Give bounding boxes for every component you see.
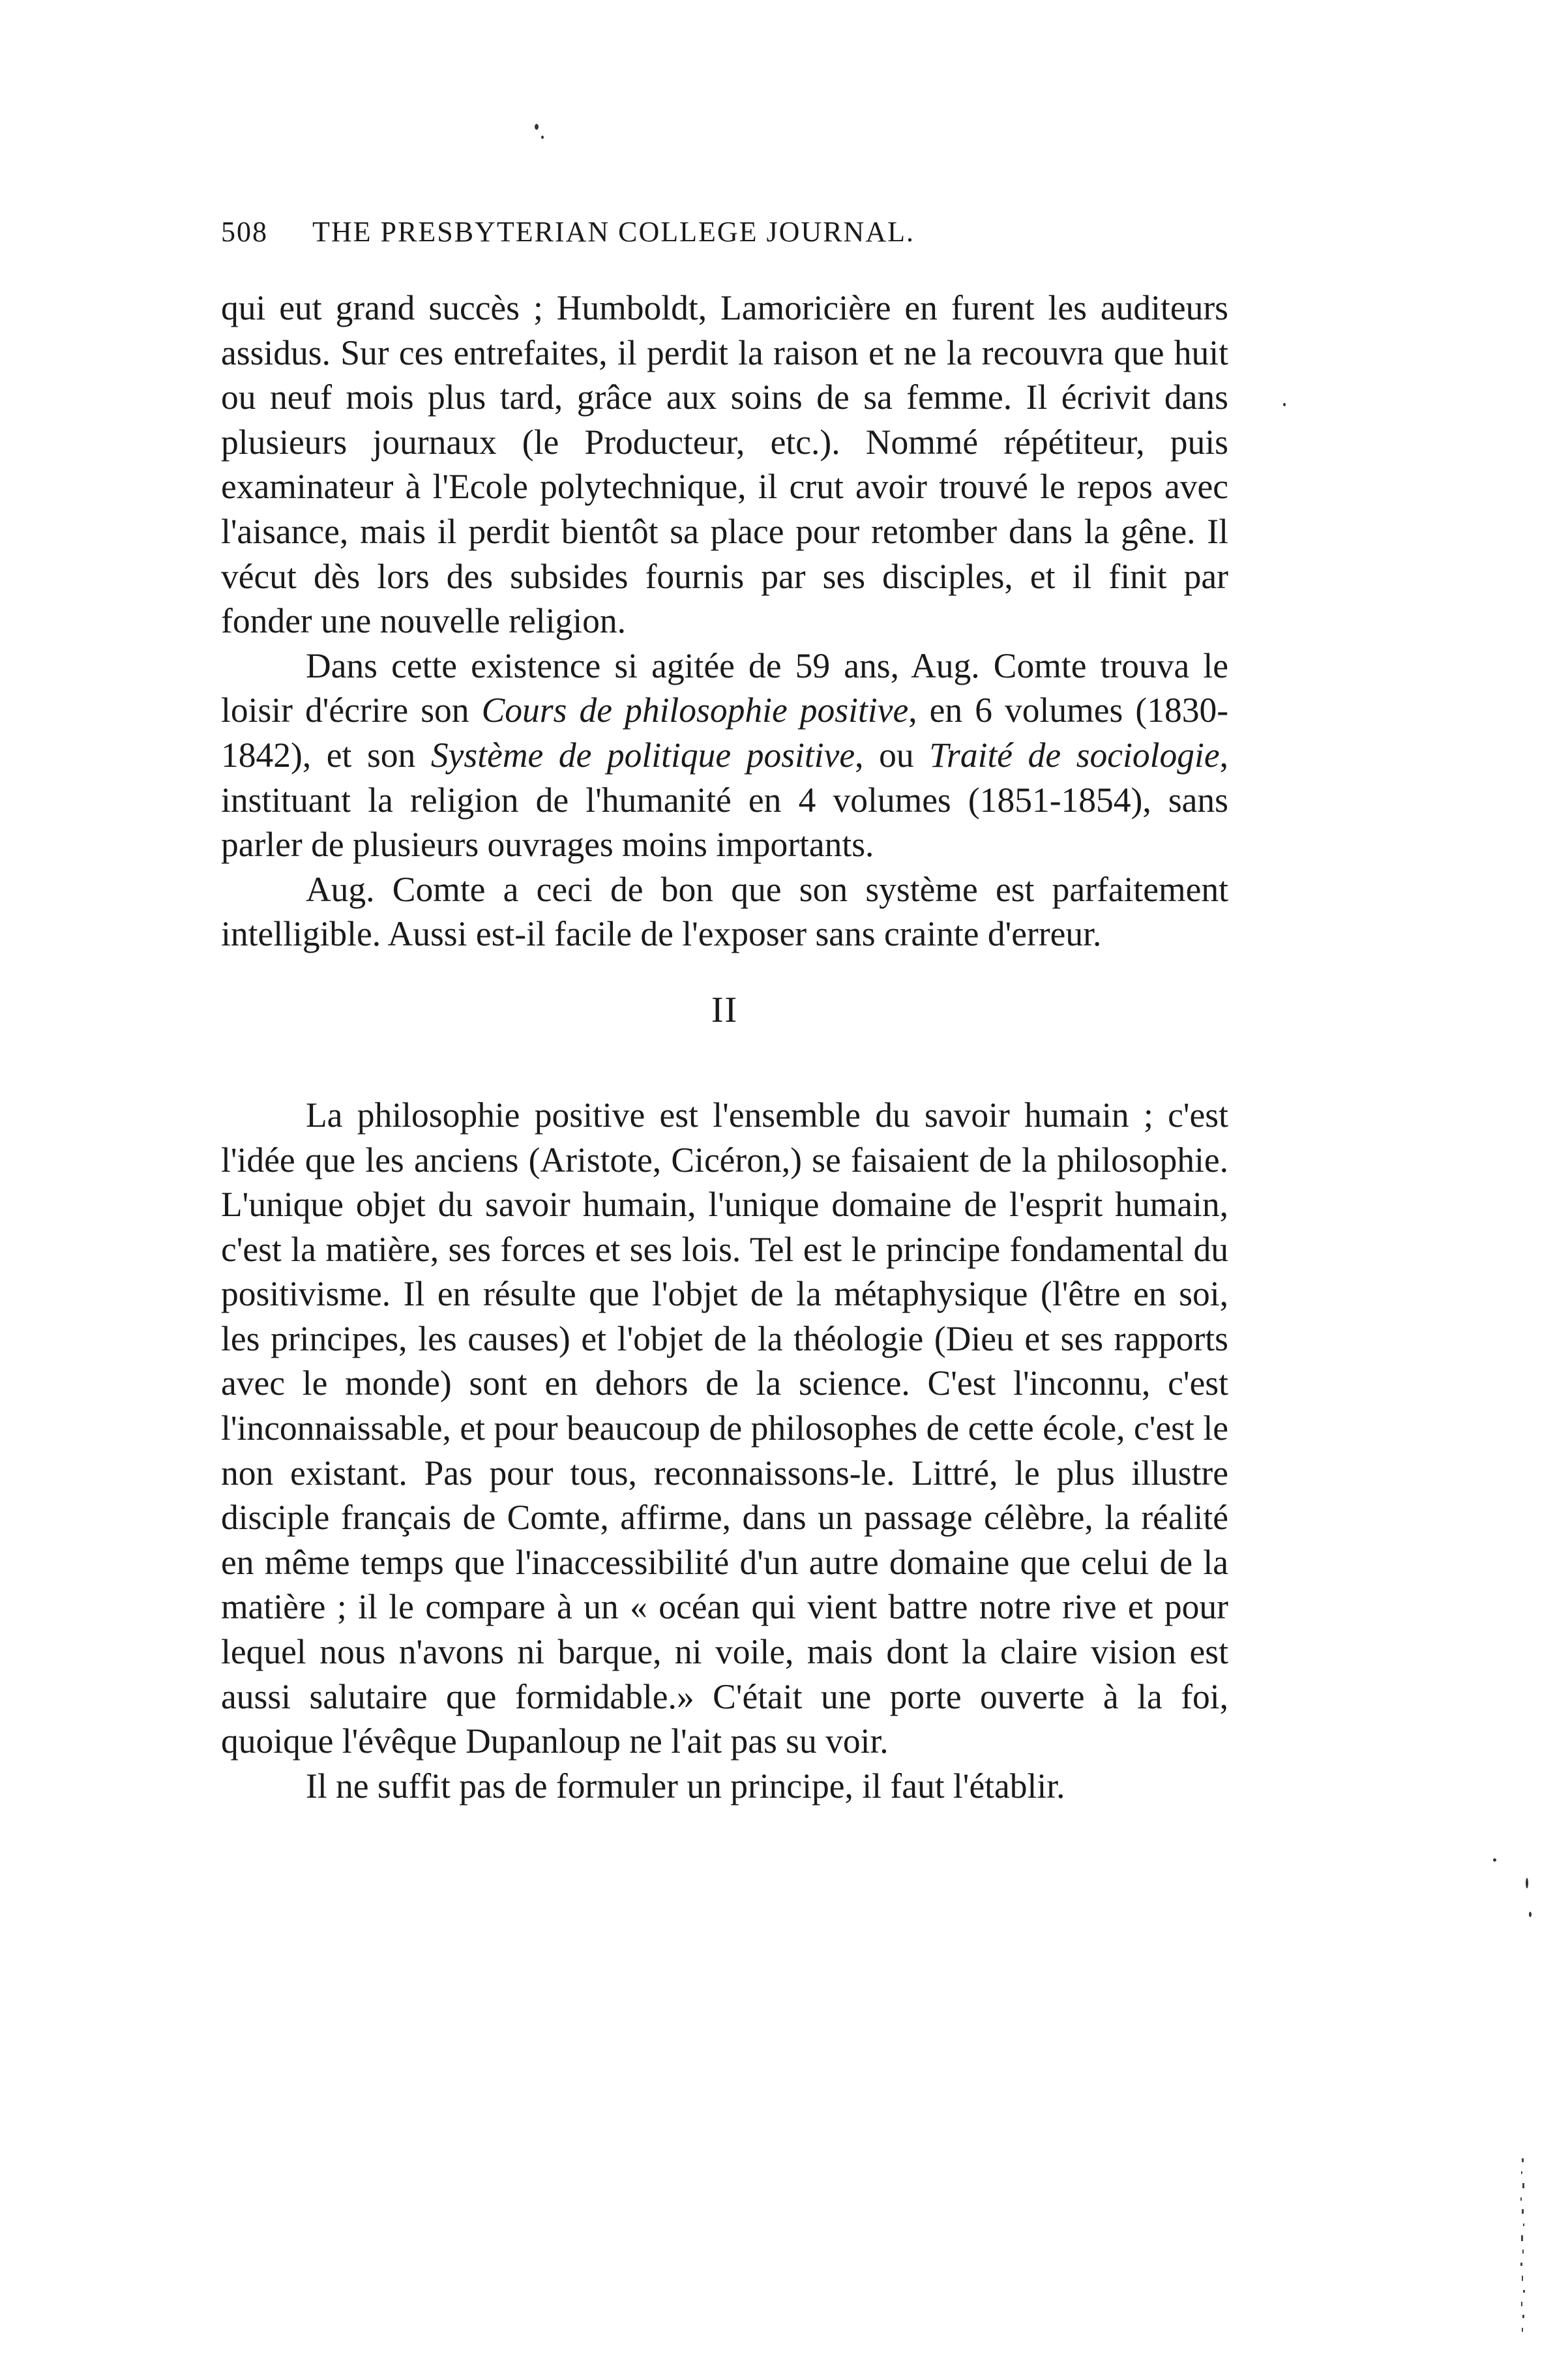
scan-speck [535, 124, 539, 130]
works-text-4: , instituant la religion de l'humanité en 4 volumes (1851-1854), sans parler de plusieurs ouvrages moins importants. [221, 735, 1229, 865]
scan-speck [1493, 1858, 1496, 1862]
works-text-2: , en 6 volumes (1830-1842), et son [221, 691, 1229, 775]
paragraph-biography: qui eut grand succès ; Humboldt, Lamoricière en furent les auditeurs assidus. Sur ces entrefaites, il perdit la raison et ne la recouvra que huit ou neuf mois plus tard, grâce aux soins de sa femme. Il écrivit dans plusieurs journaux (le Producteur, etc.). Nommé répétiteur, puis examinateur à l'Ecole polytechnique, il crut avoir trouvé le repos avec l'aisance, mais il perdit bientôt sa place pour retomber dans la gêne. Il vécut dès lors des subsides fournis par ses disciples, et il finit par fonder une nouvelle religion. [221, 288, 1228, 641]
works-text-1: Dans cette existence si agitée de 59 ans, Aug. Comte trouva le loisir d'écrire son [221, 646, 1228, 730]
section-heading: II [711, 989, 739, 1030]
paragraph-principe: Il ne suffit pas de formuler un principe, il faut l'établir. [306, 1766, 1065, 1806]
running-head [221, 215, 1173, 254]
scan-speck [1529, 1912, 1532, 1917]
scan-edge-marks [1513, 2152, 1532, 2347]
scan-speck [1526, 1878, 1528, 1888]
title-cours: Cours de philosophie positive [481, 691, 909, 730]
scan-speck [541, 136, 544, 139]
paragraph-intelligible: Aug. Comte a ceci de bon que son système est parfaitement intelligible. Aussi est-il facile de l'exposer sans crainte d'erreur. [221, 869, 1228, 954]
paragraph-works [221, 644, 1228, 867]
body-text [221, 286, 1228, 1808]
title-systeme: Système de politique positive [430, 735, 855, 775]
works-text-3: , ou [855, 735, 930, 775]
page-number: 508 [221, 216, 268, 248]
journal-title: THE PRESBYTERIAN COLLEGE JOURNAL. [312, 216, 915, 248]
paragraph-philosophie-positive: La philosophie positive est l'ensemble du savoir humain ; c'est l'idée que les anciens (Aristote, Cicéron,) se faisaient de la philosophie. L'unique objet du savoir humain, l'unique domaine de l'esprit humain, c'est la matière, ses forces et ses lois. Tel est le principe fondamental du positivisme. Il en résulte que l'objet de la métaphysique (l'être en soi, les principes, les causes) et l'objet de la théologie (Dieu et ses rapports avec le monde) sont en dehors de la science. C'est l'inconnu, c'est l'inconnaissable, et pour beaucoup de philosophes de cette école, c'est le non existant. Pas pour tous, reconnaissons-le. Littré, le plus illustre disciple français de Comte, affirme, dans un passage célèbre, la réalité en même temps que l'inaccessibilité d'un autre domaine que celui de la matière ; il le compare à un « océan qui vient battre notre rive et pour lequel nous n'avons ni barque, ni voile, mais dont la claire vision est aussi salutaire que formidable.» C'était une porte ouverte à la foi, quoique l'évêque Dupanloup ne l'ait pas su voir. [221, 1095, 1228, 1761]
title-traite: Traité de sociologie [929, 735, 1220, 775]
scan-speck [1283, 403, 1286, 406]
